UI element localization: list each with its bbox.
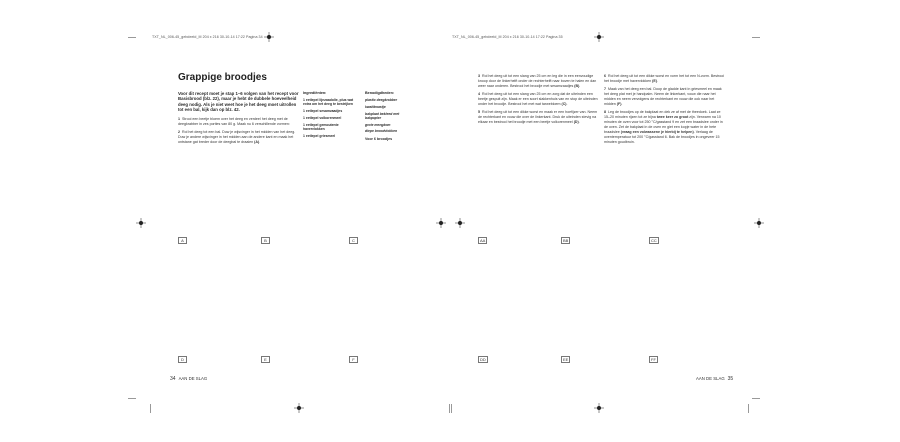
photo-ref: (A) <box>254 139 260 144</box>
instructions-column-2 <box>604 74 726 148</box>
tool-item: plastic deegkrabber <box>365 98 398 102</box>
registration-mark-icon <box>136 218 146 228</box>
step-text-tail: . <box>259 139 261 144</box>
photo-label-a: A <box>178 237 187 244</box>
registration-mark-icon <box>264 32 274 42</box>
page-folio-right <box>696 376 736 382</box>
step-text: Rol het deeg uit tot een slang van 25 cm en zorg dat de uiteinden een beetje gespuit zijn. Maak er een soort slakkenhuis van en stop de uiteinden onder het broodje. Bestrooi het met wat tarwebloem <box>478 92 598 106</box>
recipe-intro: Voor dit recept moet je stap 1–6 volgen van het recept voor Basisbrood (blz. 22), maar je hebt de dubbele hoeveelheid deeg nodig. Als je niet weet hoe je het deeg moet uitrollen tot een bal, kijk dan op blz. 42. <box>178 91 299 113</box>
step-number: 4 <box>478 92 480 96</box>
step-text-tail: . <box>621 102 623 106</box>
step-text: . Verlaag de oventemperatuur tot 200 °C/gasstand 6. Bak de broodjes in ongeveer 15 minuten goudbruin. <box>604 130 720 144</box>
instructions-column-1 <box>478 74 598 128</box>
step-text: Rol het deeg uit tot een dikke worst en maak er een hoefijzer van. Neem de rechterkant en vouw die over de linkerkant. Druk de uiteinden stevig na elkaar en bestrooi het broodje met een beetje volkorenmeel <box>478 110 598 124</box>
step-text-tail: . <box>578 120 580 124</box>
step-text-tail: . <box>566 102 568 106</box>
page-number: 34 <box>170 376 176 382</box>
tools-heading: Benodigdheden: <box>365 91 395 95</box>
print-slug-right: TXT_NL_006-45_gebdeeld_M 204 x 216 30-10-14 17:22 Pagina 35 <box>452 35 563 39</box>
ingredients-column <box>303 91 359 140</box>
page-number: 35 <box>727 376 734 382</box>
registration-mark-icon <box>754 218 764 228</box>
step-number: 7 <box>604 87 606 91</box>
crop-mark <box>128 37 136 38</box>
ingredient-item: 1 eetlepel volkorenmeel <box>303 115 342 120</box>
page-folio-left <box>167 376 207 382</box>
photo-label-dd: DD <box>480 357 486 362</box>
crop-mark <box>128 398 136 399</box>
step-text: Maak van het deeg een bal. Doop de gladde kant in griesmeel en maak het deeg plat met je handpalm. Neem de linkerkant, vouw die naar het midden en neem vervolgens de rechterkant en vouw die ook naar het midden <box>604 87 722 106</box>
emphasis-text: (vraag een volwassene je hierbij te helpen) <box>620 130 694 134</box>
step-6 <box>604 74 726 84</box>
registration-mark-icon <box>594 32 604 42</box>
photo-label-bb: BB <box>563 238 569 243</box>
serves-note: Voor 6 broodjes <box>365 136 393 141</box>
tool-item: diepe broodvlokken <box>365 129 398 134</box>
photo-label-f: F <box>349 356 358 363</box>
folio-label: AAN DE SLAG <box>696 376 725 381</box>
crop-mark <box>150 404 151 413</box>
step-number: 1 <box>178 116 180 121</box>
registration-mark-icon <box>594 403 604 413</box>
photo-label-ee: EE <box>563 357 569 362</box>
step-4 <box>478 92 598 107</box>
photo-ref: (B) <box>574 84 580 88</box>
crop-mark <box>451 404 452 413</box>
registration-mark-icon <box>455 218 465 228</box>
photo-ref: (E) <box>652 79 657 83</box>
step-text: Rol het deeg uit tot een dikke worst en vorm het tot een N-vorm. Bestrooi het broodje met havervlokken <box>604 74 725 83</box>
tools-column <box>365 91 413 141</box>
photo-label-c: C <box>349 237 358 244</box>
step-text: Strooi een beetje bloem over het deeg en verdeel het deeg met de deegkrabber in zes porties van 80 g. Maak nu 6 verschillende vormen: <box>178 116 290 126</box>
step-8 <box>604 110 726 145</box>
photo-ref: (D) <box>573 120 579 124</box>
step-3 <box>478 74 598 89</box>
ingredient-item: 1 eetlepel lijnzaadolie, plus wat extra om het deeg te bestrijken <box>303 98 354 107</box>
step-text-tail: . <box>656 79 658 83</box>
step-number: 6 <box>604 74 606 78</box>
step-text: Leg de broodjes op de bakplaat en dek ze af met de theedoek. Laat ze 15–20 minuten rijzen tot ze bijna <box>604 110 721 119</box>
step-5 <box>478 110 598 125</box>
photo-label-cc: CC <box>651 238 657 243</box>
step-text-tail: . <box>579 84 581 88</box>
step-number: 3 <box>478 74 480 78</box>
step-2 <box>178 130 300 145</box>
registration-mark-icon <box>294 403 304 413</box>
crop-mark <box>752 37 760 38</box>
photo-label-d: D <box>178 356 187 363</box>
crop-mark <box>449 404 450 413</box>
photo-ref: (F) <box>616 102 622 106</box>
page-title: Grappige broodjes <box>178 72 267 83</box>
step-number: 5 <box>478 110 480 114</box>
photo-ref: (C) <box>561 102 567 106</box>
step-text: zijn. Verwarm na 10 minuten de oven voor tot 250 °C/gasstand 9 en zet een braadslee onder in de oven. Zet de bakplaat in de oven en giet een kopje water in de hete braadslee <box>604 115 723 134</box>
ingredient-item: 1 eetlepel sesamzaadjes <box>303 109 343 113</box>
ingredient-item: 1 eetlepel griesmeel <box>303 133 336 138</box>
crop-mark <box>752 398 760 399</box>
photo-label-e: E <box>261 356 270 363</box>
folio-label: AAN DE SLAG <box>178 376 208 381</box>
photo-label-b: B <box>261 237 270 244</box>
tool-item: kwaltkwastje <box>365 104 386 109</box>
recipe-intro-column <box>178 91 300 148</box>
step-text: Rol het deeg uit tot een slang van 25 cm en leg die in een eenvoudige knoop door de linkerhelft onder de rechterhelft naar boven te halen en dan weer naar onderen. Bestrooi het broodje met sesamzaadjes <box>478 74 597 88</box>
ingredient-item: 1 eetlepel gemoutente havervlokken <box>303 122 339 131</box>
step-number: 2 <box>178 129 180 134</box>
photo-label-ff: FF <box>649 356 658 363</box>
tool-item: bakplaat bekleed met bakpapier <box>365 111 400 120</box>
emphasis-text: twee keer zo groot <box>656 115 689 119</box>
ingredients-heading: Ingrediënten: <box>303 91 327 95</box>
print-slug-left: TXT_NL_006-45_gebdeeld_M 204 x 216 30-10-14 17:22 Pagina 34 <box>152 35 263 39</box>
tool-item: grote mengkom <box>365 122 391 127</box>
step-7 <box>604 87 726 107</box>
photo-label-aa: AA <box>480 238 486 243</box>
step-1 <box>178 117 300 127</box>
step-text: Rol het deeg tot een bal. Duw je wijsvinger in het midden van het deeg. Duw je andere wijsvinger in het midden aan de andere kant en maak het ontstane gat breder door de deegbal te draaien <box>178 129 296 144</box>
step-number: 8 <box>604 110 606 114</box>
crop-mark <box>748 404 749 413</box>
registration-mark-icon <box>436 218 446 228</box>
